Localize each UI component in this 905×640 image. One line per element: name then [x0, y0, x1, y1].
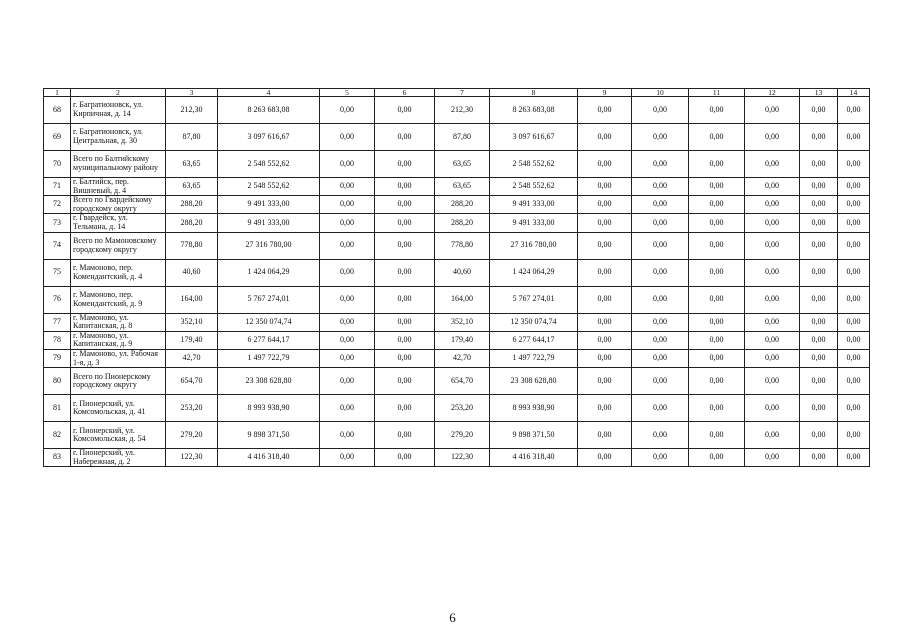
value-cell: 0,00: [632, 422, 689, 449]
value-cell: 0,00: [838, 313, 870, 331]
address-cell: Всего по Мамоновскому городскому округу: [71, 232, 166, 259]
value-cell: 0,00: [375, 331, 435, 349]
value-cell: 0,00: [745, 151, 800, 178]
value-cell: 0,00: [689, 449, 745, 467]
value-cell: 9 491 333,00: [490, 196, 578, 214]
value-cell: 0,00: [838, 422, 870, 449]
row-number-cell: 74: [44, 232, 71, 259]
value-cell: 1 497 722,79: [490, 349, 578, 367]
row-number-cell: 78: [44, 331, 71, 349]
value-cell: 0,00: [800, 422, 838, 449]
value-cell: 0,00: [838, 368, 870, 395]
value-cell: 12 350 074,74: [218, 313, 320, 331]
value-cell: 2 548 552,62: [490, 151, 578, 178]
row-number-cell: 70: [44, 151, 71, 178]
table-row: [44, 286, 870, 313]
value-cell: 0,00: [689, 259, 745, 286]
value-cell: 0,00: [320, 124, 375, 151]
value-cell: 63,65: [435, 151, 490, 178]
value-cell: 0,00: [375, 124, 435, 151]
value-cell: 87,80: [435, 124, 490, 151]
value-cell: 6 277 644,17: [218, 331, 320, 349]
value-cell: 0,00: [632, 313, 689, 331]
table-row: [44, 124, 870, 151]
value-cell: 0,00: [745, 395, 800, 422]
value-cell: 87,80: [166, 124, 218, 151]
value-cell: 0,00: [689, 97, 745, 124]
column-header: 1: [44, 89, 71, 97]
value-cell: 1 424 064,29: [490, 259, 578, 286]
value-cell: 2 548 552,62: [218, 178, 320, 196]
value-cell: 2 548 552,62: [490, 178, 578, 196]
column-header: 6: [375, 89, 435, 97]
value-cell: 0,00: [800, 151, 838, 178]
value-cell: 9 491 333,00: [218, 196, 320, 214]
value-cell: 0,00: [320, 449, 375, 467]
row-number-cell: 76: [44, 286, 71, 313]
value-cell: 0,00: [800, 232, 838, 259]
value-cell: 8 993 938,90: [218, 395, 320, 422]
value-cell: 253,20: [435, 395, 490, 422]
value-cell: 279,20: [435, 422, 490, 449]
column-header: 8: [490, 89, 578, 97]
table-row: [44, 259, 870, 286]
row-number-cell: 80: [44, 368, 71, 395]
value-cell: 0,00: [800, 178, 838, 196]
column-header: 5: [320, 89, 375, 97]
value-cell: 179,40: [435, 331, 490, 349]
value-cell: 0,00: [375, 259, 435, 286]
table-row: [44, 97, 870, 124]
value-cell: 288,20: [435, 196, 490, 214]
value-cell: 0,00: [632, 151, 689, 178]
value-cell: 0,00: [800, 395, 838, 422]
row-number-cell: 68: [44, 97, 71, 124]
value-cell: 0,00: [838, 196, 870, 214]
table-row: [44, 178, 870, 196]
value-cell: 0,00: [800, 286, 838, 313]
row-number-cell: 73: [44, 214, 71, 232]
table-row: [44, 449, 870, 467]
value-cell: 0,00: [320, 178, 375, 196]
address-cell: г. Пионерский, ул. Набережная, д. 2: [71, 449, 166, 467]
column-header: 13: [800, 89, 838, 97]
value-cell: 0,00: [838, 286, 870, 313]
value-cell: 0,00: [320, 196, 375, 214]
value-cell: 0,00: [320, 313, 375, 331]
value-cell: 0,00: [689, 422, 745, 449]
value-cell: 0,00: [320, 151, 375, 178]
value-cell: 9 491 333,00: [218, 214, 320, 232]
table-row: [44, 232, 870, 259]
value-cell: 0,00: [375, 286, 435, 313]
value-cell: 0,00: [375, 368, 435, 395]
value-cell: 0,00: [800, 368, 838, 395]
value-cell: 0,00: [632, 124, 689, 151]
value-cell: 654,70: [166, 368, 218, 395]
address-cell: г. Багратионовск, ул. Центральная, д. 30: [71, 124, 166, 151]
value-cell: 0,00: [745, 422, 800, 449]
row-number-cell: 71: [44, 178, 71, 196]
value-cell: 0,00: [632, 349, 689, 367]
table-header-row: [44, 89, 870, 97]
value-cell: 0,00: [375, 313, 435, 331]
value-cell: 9 898 371,50: [490, 422, 578, 449]
value-cell: 0,00: [745, 124, 800, 151]
value-cell: 0,00: [632, 214, 689, 232]
value-cell: 0,00: [578, 124, 632, 151]
value-cell: 27 316 780,00: [490, 232, 578, 259]
address-cell: Всего по Гвардейскому городскому округу: [71, 196, 166, 214]
value-cell: 0,00: [800, 214, 838, 232]
value-cell: 0,00: [689, 349, 745, 367]
value-cell: 0,00: [578, 349, 632, 367]
value-cell: 0,00: [838, 97, 870, 124]
value-cell: 0,00: [838, 178, 870, 196]
value-cell: 0,00: [578, 151, 632, 178]
value-cell: 0,00: [320, 97, 375, 124]
value-cell: 164,00: [166, 286, 218, 313]
value-cell: 0,00: [800, 349, 838, 367]
value-cell: 0,00: [632, 259, 689, 286]
value-cell: 9 898 371,50: [218, 422, 320, 449]
value-cell: 0,00: [320, 259, 375, 286]
table-row: [44, 368, 870, 395]
value-cell: 0,00: [800, 331, 838, 349]
table-row: [44, 395, 870, 422]
value-cell: 0,00: [800, 196, 838, 214]
value-cell: 0,00: [632, 196, 689, 214]
value-cell: 23 308 628,80: [218, 368, 320, 395]
value-cell: 40,60: [435, 259, 490, 286]
value-cell: 0,00: [578, 178, 632, 196]
value-cell: 0,00: [375, 349, 435, 367]
value-cell: 0,00: [320, 422, 375, 449]
value-cell: 0,00: [632, 331, 689, 349]
value-cell: 0,00: [838, 151, 870, 178]
address-cell: Всего по Балтийскому муниципальному району: [71, 151, 166, 178]
column-header: 12: [745, 89, 800, 97]
value-cell: 0,00: [320, 232, 375, 259]
value-cell: 0,00: [375, 97, 435, 124]
value-cell: 0,00: [632, 395, 689, 422]
value-cell: 0,00: [578, 313, 632, 331]
value-cell: 0,00: [745, 97, 800, 124]
row-number-cell: 83: [44, 449, 71, 467]
value-cell: 0,00: [689, 178, 745, 196]
value-cell: 122,30: [435, 449, 490, 467]
value-cell: 0,00: [375, 196, 435, 214]
value-cell: 0,00: [838, 232, 870, 259]
value-cell: 0,00: [745, 196, 800, 214]
address-cell: г. Балтийск, пер. Вишневый, д. 4: [71, 178, 166, 196]
value-cell: 3 097 616,67: [218, 124, 320, 151]
value-cell: 0,00: [800, 97, 838, 124]
row-number-cell: 69: [44, 124, 71, 151]
address-cell: г. Гвардейск, ул. Тельмана, д. 14: [71, 214, 166, 232]
value-cell: 1 424 064,29: [218, 259, 320, 286]
address-cell: Всего по Пионерскому городскому округу: [71, 368, 166, 395]
value-cell: 0,00: [632, 232, 689, 259]
column-header: 7: [435, 89, 490, 97]
value-cell: 8 263 683,08: [490, 97, 578, 124]
value-cell: 0,00: [689, 232, 745, 259]
column-header: 4: [218, 89, 320, 97]
value-cell: 4 416 318,40: [490, 449, 578, 467]
value-cell: 0,00: [800, 449, 838, 467]
value-cell: 0,00: [632, 97, 689, 124]
value-cell: 0,00: [689, 151, 745, 178]
value-cell: 0,00: [375, 395, 435, 422]
value-cell: 0,00: [745, 368, 800, 395]
value-cell: 27 316 780,00: [218, 232, 320, 259]
value-cell: 0,00: [578, 259, 632, 286]
value-cell: 0,00: [320, 214, 375, 232]
value-cell: 0,00: [578, 196, 632, 214]
value-cell: 8 993 938,90: [490, 395, 578, 422]
value-cell: 0,00: [320, 349, 375, 367]
value-cell: 0,00: [838, 124, 870, 151]
value-cell: 288,20: [166, 196, 218, 214]
row-number-cell: 77: [44, 313, 71, 331]
value-cell: 0,00: [375, 232, 435, 259]
address-cell: г. Пионерский, ул. Комсомольская, д. 54: [71, 422, 166, 449]
value-cell: 9 491 333,00: [490, 214, 578, 232]
address-cell: г. Мамоново, ул. Капитанская, д. 9: [71, 331, 166, 349]
table-row: [44, 422, 870, 449]
value-cell: 0,00: [320, 286, 375, 313]
value-cell: 0,00: [632, 368, 689, 395]
value-cell: 0,00: [838, 349, 870, 367]
value-cell: 654,70: [435, 368, 490, 395]
value-cell: 288,20: [435, 214, 490, 232]
row-number-cell: 82: [44, 422, 71, 449]
table-row: [44, 349, 870, 367]
value-cell: 0,00: [745, 259, 800, 286]
page-number: 6: [449, 610, 456, 625]
value-cell: 40,60: [166, 259, 218, 286]
value-cell: 0,00: [632, 178, 689, 196]
value-cell: 0,00: [838, 259, 870, 286]
value-cell: 352,10: [166, 313, 218, 331]
table-row: [44, 151, 870, 178]
table-row: [44, 313, 870, 331]
value-cell: 63,65: [166, 151, 218, 178]
value-cell: 5 767 274,01: [218, 286, 320, 313]
column-header: 11: [689, 89, 745, 97]
value-cell: 0,00: [578, 214, 632, 232]
address-cell: г. Пионерский, ул. Комсомольская, д. 41: [71, 395, 166, 422]
table-row: [44, 196, 870, 214]
value-cell: 0,00: [578, 286, 632, 313]
value-cell: 0,00: [578, 331, 632, 349]
table-body: [44, 97, 870, 467]
row-number-cell: 75: [44, 259, 71, 286]
column-header: 2: [71, 89, 166, 97]
row-number-cell: 72: [44, 196, 71, 214]
value-cell: 1 497 722,79: [218, 349, 320, 367]
value-cell: 0,00: [689, 214, 745, 232]
value-cell: 0,00: [838, 395, 870, 422]
value-cell: 0,00: [745, 178, 800, 196]
value-cell: 0,00: [320, 331, 375, 349]
table-row: [44, 331, 870, 349]
value-cell: 0,00: [745, 449, 800, 467]
value-cell: 212,30: [166, 97, 218, 124]
value-cell: 0,00: [632, 286, 689, 313]
value-cell: 0,00: [375, 449, 435, 467]
value-cell: 0,00: [578, 422, 632, 449]
address-cell: г. Мамоново, ул. Капитанская, д. 8: [71, 313, 166, 331]
value-cell: 0,00: [800, 259, 838, 286]
value-cell: 6 277 644,17: [490, 331, 578, 349]
value-cell: 253,20: [166, 395, 218, 422]
value-cell: 122,30: [166, 449, 218, 467]
value-cell: 8 263 683,08: [218, 97, 320, 124]
value-cell: 0,00: [689, 313, 745, 331]
value-cell: 42,70: [166, 349, 218, 367]
value-cell: 0,00: [578, 368, 632, 395]
value-cell: 0,00: [689, 196, 745, 214]
value-cell: 0,00: [689, 331, 745, 349]
value-cell: 164,00: [435, 286, 490, 313]
value-cell: 3 097 616,67: [490, 124, 578, 151]
value-cell: 2 548 552,62: [218, 151, 320, 178]
value-cell: 0,00: [838, 331, 870, 349]
value-cell: 5 767 274,01: [490, 286, 578, 313]
column-header: 14: [838, 89, 870, 97]
address-cell: г. Мамоново, пер. Комендантский, д. 9: [71, 286, 166, 313]
value-cell: 0,00: [375, 422, 435, 449]
value-cell: 0,00: [375, 151, 435, 178]
value-cell: 0,00: [578, 395, 632, 422]
value-cell: 288,20: [166, 214, 218, 232]
value-cell: 42,70: [435, 349, 490, 367]
value-cell: 0,00: [578, 97, 632, 124]
value-cell: 23 308 628,80: [490, 368, 578, 395]
column-header: 10: [632, 89, 689, 97]
value-cell: 0,00: [320, 368, 375, 395]
value-cell: 179,40: [166, 331, 218, 349]
value-cell: 12 350 074,74: [490, 313, 578, 331]
column-header: 3: [166, 89, 218, 97]
column-header: 9: [578, 89, 632, 97]
value-cell: 0,00: [745, 232, 800, 259]
value-cell: 352,10: [435, 313, 490, 331]
value-cell: 0,00: [745, 349, 800, 367]
value-cell: 0,00: [745, 331, 800, 349]
value-cell: 212,30: [435, 97, 490, 124]
value-cell: 0,00: [745, 214, 800, 232]
value-cell: 778,80: [166, 232, 218, 259]
value-cell: 778,80: [435, 232, 490, 259]
value-cell: 0,00: [689, 368, 745, 395]
value-cell: 0,00: [320, 395, 375, 422]
value-cell: 0,00: [689, 124, 745, 151]
value-cell: 0,00: [800, 124, 838, 151]
value-cell: 0,00: [689, 395, 745, 422]
value-cell: 0,00: [745, 313, 800, 331]
value-cell: 0,00: [745, 286, 800, 313]
value-cell: 0,00: [632, 449, 689, 467]
table-row: [44, 214, 870, 232]
address-cell: г. Мамоново, пер. Комендантский, д. 4: [71, 259, 166, 286]
value-cell: 63,65: [166, 178, 218, 196]
row-number-cell: 81: [44, 395, 71, 422]
address-cell: г. Мамоново, ул. Рабочая 1-я, д. 3: [71, 349, 166, 367]
value-cell: 279,20: [166, 422, 218, 449]
value-cell: 63,65: [435, 178, 490, 196]
value-cell: 0,00: [800, 313, 838, 331]
data-table: [43, 88, 870, 467]
value-cell: 0,00: [578, 232, 632, 259]
value-cell: 0,00: [838, 449, 870, 467]
value-cell: 0,00: [375, 214, 435, 232]
value-cell: 0,00: [838, 214, 870, 232]
value-cell: 0,00: [578, 449, 632, 467]
value-cell: 0,00: [689, 286, 745, 313]
value-cell: 4 416 318,40: [218, 449, 320, 467]
address-cell: г. Багратионовск, ул. Кирпичная, д. 14: [71, 97, 166, 124]
row-number-cell: 79: [44, 349, 71, 367]
value-cell: 0,00: [375, 178, 435, 196]
